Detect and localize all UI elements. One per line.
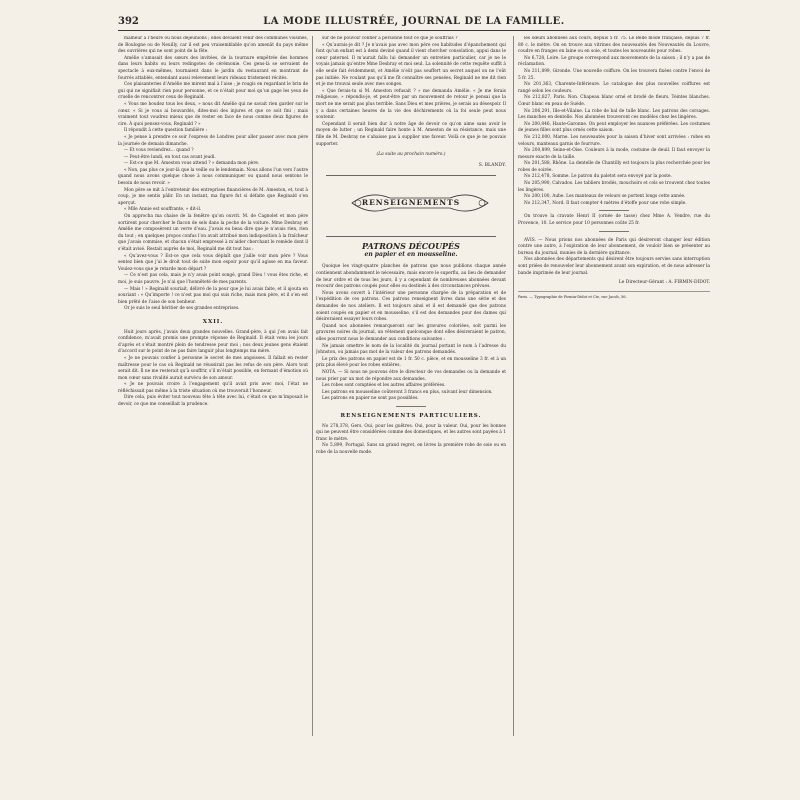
paragraph: — Peut-être lundi, en tout cas avant jeudi.: [124, 154, 216, 160]
paragraph: No 200,899, Seine-et-Oise. Couleurs à la mode, costume de deuil. Il faut envoyer la mesure exacte de la taille.: [518, 148, 710, 160]
column-divider-2: [513, 36, 514, 736]
paragraph: Ne jamais omettre le nom de la localité du journal portant le nom à l’adresse du Johnston, ou jamais pas mot de la valeur des patrons demandés.: [316, 343, 506, 356]
paragraph: No 200,100, Aube. Les manteaux de velours se portent longs cette année.: [524, 194, 686, 200]
page-header: [118, 16, 710, 31]
paragraph: « Qu’avez-vous ? Est-ce que cela vous déplaît que j’aille voir mon père ? Vous sentez bien que j’ai le droit tout de suite mon espoir pour qu’il agisse en ma faveur. Voulez-vous que je retarde mon départ ?: [118, 253, 308, 272]
paragraph: — Est-ce que M. Ameston vous attend ? » demanda mon père.: [124, 161, 260, 167]
paragraph: Les patrons en mousseline coûteront 3 francs en plus, suivant leur dimension.: [322, 389, 493, 395]
paragraph: « Qu’aurais-je dit ? Je n’avais pas avec mon père ces habitudes d’épanchement qui font qu’un enfant est à demi deviné quand il vient chercher consolation, appui dans le cœur paternel. Il m’aurait fallu lui demander un entretien particulier, car je ne le voyais jamais qu’entre Mme Desbray et moi seul. La solennité de cette requête suffit à elle seule fait évidemment, et Amélie n’eût pas souffert un secret auquel on ne l’eût pas initiée. Ne voulant pas qu’il me fît connaître ses pensées, Reginald ne me dit rien et je me trouvai seule avec mes songes.: [316, 42, 506, 88]
page-number: 392: [118, 16, 139, 27]
avis-notice: [518, 238, 710, 278]
paragraph: Nos abonnées des départements qui désirent être toujours servies sans interruption sont priées de renouveler leur abonnement avant son expiration, et de nous adresser la bande imprimée de leur journal.: [518, 257, 710, 276]
renseignements-label: RENSEIGNEMENTS: [361, 198, 461, 208]
paragraph: No 206,291, Ille-et-Vilaine. La robe de bal de tulle blanc. Les patrons des corsages. Les manches en dentelle. Nos abonnées trouveront ces modèles chez les lingères.: [518, 108, 710, 121]
paragraph: Les robes sont comptées et les autres affaires préférées.: [322, 383, 446, 389]
paragraph: les sœurs abonnées aux cours, depuis 5 fr. 75. Le Belle mode française, depuis 7 fr. 80 c. le mètre. On en trouve aux vitrines des nouveautés des Nouveautés du Louvre, coudre en franges en laine ou en soie, et toutes les nouveautés pour robes.: [518, 36, 710, 55]
paragraph: Dire cela, puis éviter tout nouveau tête à tête avec lui, c’était ce que m’imposait le devoir, ce que me conseillait la prudence.: [118, 395, 308, 408]
chapter-label: XXII.: [202, 318, 224, 325]
paragraph: On approcha ma chaise de la fenêtre qu’on ouvrit. M. de Cagnolet et mon père sortirent pour chercher le flacon de sels dans la poche de la voiture. Mme Desbray et Amélie me composèrent un verre d’eau. J’avais eu beau dire que je n’avais rien, rien du tout ; en quelques propos confus l’on avait attribué mon indisposition à la fraîcheur que j’avais commise, et chacun s’était empressé à m’aider cherchant le remède dont il s’était avisé. Restait auprès de moi, Reginald me dit tout bas :: [118, 214, 308, 252]
paragraph: Or je suis le seul héritier de ses grandes entreprises.: [124, 306, 240, 312]
paragraph: Le prix des patrons en papier est de 1 fr. 50 c. pièce, et en mousseline 3 fr. et à un prix plus élevé pour les robes entières.: [316, 356, 506, 369]
paragraph: sur de ne pouvoir confier à personne tout ce que je souffrais ?: [322, 36, 458, 41]
paragraph: No 211,899, Gironde. Une nouvelle coiffure. On les trouvera fixées contre l’envoi de 5 fr. 25.: [518, 68, 710, 81]
paragraph: « Mlle Annie est souffrante, » dit-il.: [124, 207, 202, 213]
paragraph: « Que ferais-tu si M. Ameston refusait ? » me demanda Amélie. « Je me ferais religieuse, » répondis-je, et peut-être par un mouvement de retour je pensai que la mort ne me serait pas plus terrible. Sans Dieu et mes prières, je serais au désespoir. Il y a dans certaines heures de la vie des déchirements où la foi seule peut nous soutenir.: [316, 88, 506, 121]
column-1: [118, 36, 308, 736]
divider-rule: [599, 210, 629, 211]
author-signature: S. BLANDY.: [478, 162, 506, 168]
paragraph: « Vous me boudez tous les deux, » nous dit Amélie qui ne savait rien garder sur le cœur. « Si je vous ai bouvardés, dites-moi des injures et que ce soit fini ; mais vraiment tout voudrez mieux que de rester en face de nous comme deux figures de cire. À quoi pensez-vous, Reginald ? »: [118, 101, 308, 127]
journal-title: LA MODE ILLUSTRÉE, JOURNAL DE LA FAMILLE.: [263, 16, 565, 27]
paragraph: Nous avons ouvert à l’intérieur une personne chargée de la préparation et de l’expédition de ces patrons. Ces patrons renseignent livres dans une série et des demandes de nos ateliers. Il est toujours ainsi et il est demandé que des patrons soient coupés en papier et en mousseline, s’il est des demandes pour des dames qui désireraient essayer leurs robes.: [316, 290, 506, 323]
paragraph: malheur à l’heure où nous déjeunions ; elles devaient venir des communes voisines, de Boulogne ou de Neuilly, car il est peu vraisemblable qu’on amenât du pays même des ouvrières qui ne sont point de la fête.: [118, 36, 308, 55]
column-1-paragraphs: [118, 36, 308, 313]
column-divider-1: [312, 36, 313, 736]
patrons-subtitle: en papier et en mousseline.: [364, 250, 458, 258]
patrons-paragraphs: [316, 264, 506, 402]
suite-note: (La suite au prochain numéro.): [376, 152, 446, 158]
paragraph: Amélie s’amusait des sœurs des invitées, de la tournure empêtrée des hommes dans leurs habits ou leurs redingotes de cérémonie. Ces gens-là se servaient de spectacle à eux-mêmes, tournaient dans le jardin du restaurant en montrant de fourrés attablés, entendant aussi relevement leurs rideaux tristement récités.: [118, 55, 308, 81]
paragraph: Huit jours après, j’avais deux grandes nouvelles. Grand-père, à qui j’en avais fait confidence, m’avait promis une prompte réponse de Reginald. Il était venu les jours d’après et s’était montré plein de tendresse pour moi ; nos deux jeunes gens étaient d’accord sur le point de ne pas faire languir plus longtemps ma mère.: [118, 329, 308, 355]
column-1-paragraphs-after: [118, 330, 308, 409]
paragraph: No 278,378, Gers. Oui, pour les guêtres. Oui, pour la valeur. Oui, pour les bonnes qui ne peuvent être considérées comme des domestiques, et les autres sont payées à 1 franc le mètre.: [316, 423, 506, 442]
paragraph: No 201,588, Rhône. La dentelle de Chantilly est toujours la plus recherchée pour les robes de soirée.: [518, 161, 710, 173]
paragraph: No 212,478, Somme. Le patron du paletot sera envoyé par la poste.: [524, 174, 672, 180]
paragraph: « Je ne pouvais croire à l’engagement qu’il avait pris avec moi, l’état ne réfléchissait pas même à la triste situation où me trouverait l’honneur.: [118, 382, 308, 394]
paragraph: No 200,846, Haute-Garonne. On peut employer les nuances préférées. Les costumes de jeunes filles sont plus ornés cette saison.: [518, 121, 710, 134]
paragraph: No 201,363, Charente-Inférieure. Le catalogue des plus nouvelles coiffures est rangé selon les couleurs.: [518, 82, 710, 94]
divider-rule: [396, 406, 426, 407]
director-signature: Le Directeur-Gérant : A. FIRMIN-DIDOT.: [618, 280, 710, 286]
renseignements-banner: [326, 175, 496, 237]
paragraph: — Et vous reviendrez… quand ?: [124, 148, 194, 154]
column-3: [518, 36, 710, 736]
paragraph: AVIS. — Nous prions nos abonnées de Paris qui désireront changer leur édition contre une autre, à l’expiration de leur abonnement, de vouloir bien se présenter au bureau du journal, munies de la dernière quittance.: [518, 237, 710, 256]
paragraph: Quoique les vingt-quatre planches de patrons que nous publions chaque année contiennent abondamment le nécessaire, mais encore le superflu, au lieu de demander de leur ordre et de tous les jours, il y a cependant de nombreuses abonnées devant recourir des patrons coupés pour elles ou destinés à des circonstances prévues.: [316, 264, 506, 290]
paragraph: NOTA. — Si nous ne pouvons étre le directeur de vos demandes ou la demande et nous prier par un mot de répondre aux demandes.: [316, 369, 506, 382]
paragraph: No 5,899, Portugal. Sans un grand regret, en livres la première robe de soie ou en robe de la nouvelle mode.: [316, 443, 506, 455]
divider-rule: [599, 231, 629, 232]
paragraph: No 212,000, Marne. Les nouveautés pour la saison d’hiver sont arrivées : robes en velours, manteaux garnis de fourrure.: [518, 134, 710, 147]
paragraph: Ces plaisanteries d’Amélie me mirent mal à l’aise ; je rougis en regardant le brin de gui qui ne signifiait rien pour personne, et ce n’était pour moi qu’un gage les yeux de cruelle de rencontrer ceux de Reginald.: [118, 82, 308, 101]
column-3-paragraphs: [518, 36, 710, 207]
paragraph: No 212,827, Paris. Non. Chapeau blanc orné et brodé de fleurs. Teintes blanches. Cœur blanc en peau de Suède.: [518, 95, 710, 107]
paragraph: Cependant il serait bien dur à notre âge de devoir ce qu’on aime sans avoir le moyen de lutter ; un Reginald faire honte à M. Ameston de sa résistance, mais une fille de M. Desbray ne s’abaisse pas à supplier une faveur. Voilà ce que je ne pouvais supporter.: [316, 121, 506, 147]
column-2: [316, 36, 506, 736]
renseignements-particuliers-head: RENSEIGNEMENTS PARTICULIERS.: [340, 412, 482, 419]
paragraph: « Non, pas plus ce jour-là que la veille ou le lendemain. Nous allons l’un vers l’autre quand nous avons quelque chose à nous communiquer ou quand nous sentons le besoin de nous revoir. »: [118, 167, 308, 187]
printer-line: Paris. — Typographie de Firmin-Didot et Cie, rue Jacob, 56.: [518, 291, 710, 301]
paragraph: Les patrons en papier ne sont pas possibles.: [322, 396, 419, 402]
paragraph: — Mais ! » Reginald souriait, délivré de la peur que je lui avais faite, et il ajouta en souriant : « Qu’importe ! ce n’est pas moi qui suis riche, mais mon père, et il s’en est bien prêté de l’aise de son bonheur.: [118, 286, 308, 305]
patrons-title: PATRONS DÉCOUPÉS: [362, 241, 460, 252]
paragraph: « Je pense à prendre ce soir l’express de Londres pour aller passer avec mon père la journée de demain dimanche.: [118, 134, 308, 147]
paragraph: Quand nos abonnées remarqueront sur les gravures coloriées, soit parmi les gravures noires du journal, un vêtement quelconque dont elles désireraient le patron, elles pourront nous le demander aux conditions suivantes :: [316, 323, 506, 342]
paragraph: No 212,347, Nord. Il faut compter 4 mètres d’étoffe pour une robe simple.: [524, 200, 687, 206]
column-2-paragraphs: [316, 36, 506, 148]
paragraph: No 6,728, Loire. Le groupe correspond aux mouvements de la saison ; il n’y a pas de réclamation.: [518, 55, 710, 68]
paragraph: Il répondit à cette question familière :: [124, 128, 207, 134]
renseignements-paragraphs: [316, 424, 506, 457]
paragraph: « Je ne pouvais confier à personne le secret de mes angoisses. Il fallait en rester maîtresse pour le cas où Reginald ne réussirait pas les refus de son père. Alors tout serait dit. Il ne me resterait qu’à souffrir, s’il m’était possible, en fermant d’émotion où mon cœur sans rivalité aurait survécu de son amour.: [118, 355, 308, 381]
paragraph: — Ce n’est pas cela, mais je n’y avais point songé, grand Dieu ! vous êtes riche, et moi, je suis pauvre. Je n’ai que l’honnêteté de mes parents.: [118, 273, 308, 285]
closing-note: On trouve la cravate Henri II (ornée de tasse) chez Mme A. Vendre, rue du Provence, 10. Le service pour 10 personnes coûte 25 fr.: [518, 214, 710, 227]
paragraph: No 205,990, Calvados. Les tabliers brodés, mouchoirs et cols se trouvent chez toutes les lingères.: [518, 181, 710, 193]
paragraph: Mon père se mit à l’entretenir des entreprises financières de M. Ameston, et, tout à coup, je me sentis pâlir. En un instant, ma figure fut si défaite que Reginald s’en aperçut.: [118, 187, 308, 206]
